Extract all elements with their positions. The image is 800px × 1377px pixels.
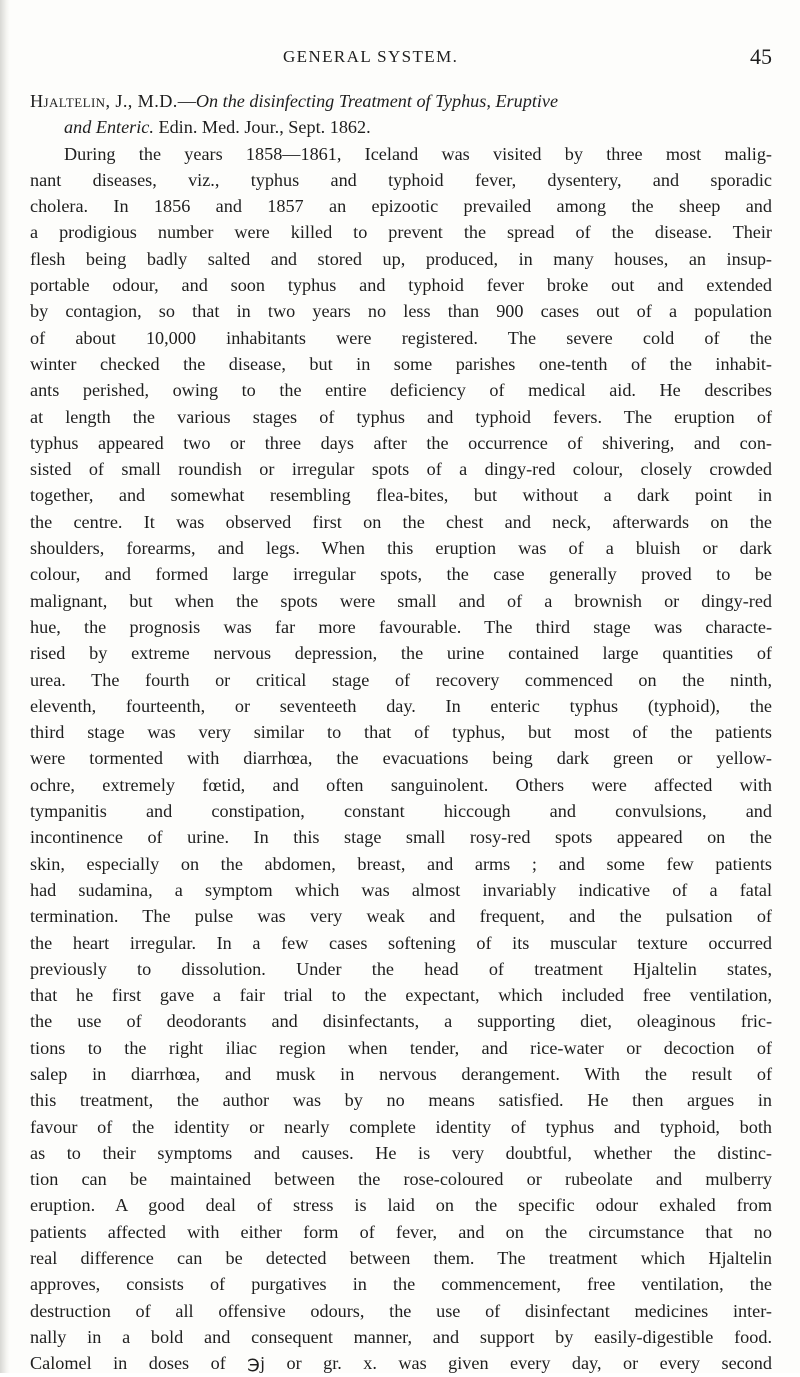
running-head-title: GENERAL SYSTEM. <box>283 47 459 66</box>
abstract-line: cholera. In 1856 and 1857 an epizootic prevailed among the sheep and <box>30 196 772 217</box>
abstract-line: that he first gave a fair trial to the expectant, which included free ventilation, <box>30 985 772 1006</box>
abstract-line: termination. The pulse was very weak and frequent, and the pulsation of <box>30 906 772 927</box>
abstract-line: flesh being badly salted and stored up, produced, in many houses, an insup- <box>30 248 772 269</box>
abstract-line: previously to dissolution. Under the head of treatment Hjaltelin states, <box>30 958 772 979</box>
citation-line-1 <box>30 88 772 114</box>
abstract-line: destruction of all offensive odours, the use of disinfectant medicines inter- <box>30 1300 772 1321</box>
abstract-line: favour of the identity or nearly complete identity of typhus and typhoid, both <box>30 1116 772 1137</box>
abstract-line: During the years 1858—1861, Iceland was visited by three most malig- <box>64 143 772 164</box>
page-binding-edge <box>0 0 10 1373</box>
entry-source: Edin. Med. Jour., Sept. 1862. <box>158 117 371 138</box>
abstract-line: Calomel in doses of ℈j or gr. x. was given every day, or every second <box>30 1353 772 1374</box>
running-head <box>0 44 800 75</box>
abstract-line: salep in diarrhœa, and musk in nervous derangement. With the result of <box>30 1063 772 1084</box>
abstract-line: nally in a bold and consequent manner, and support by easily-digestible food. <box>30 1326 772 1347</box>
abstract-line: the use of deodorants and disinfectants, a supporting diet, oleaginous fric- <box>30 1011 772 1032</box>
citation-line-2 <box>30 114 772 140</box>
abstract-line: together, and somewhat resembling flea-bites, but without a dark point in <box>30 485 772 506</box>
abstract-line: approves, consists of purgatives in the commencement, free ventilation, the <box>30 1274 772 1295</box>
abstract-line: malignant, but when the spots were small and of a brownish or dingy-red <box>30 590 772 611</box>
entry-citation <box>30 88 772 141</box>
abstract-line: sisted of small roundish or irregular spots of a dingy-red colour, closely crowded <box>30 459 772 480</box>
abstract-line: patients affected with either form of fever, and on the circumstance that no <box>30 1221 772 1242</box>
abstract-line: at length the various stages of typhus and typhoid fevers. The eruption of <box>30 406 772 427</box>
abstract-line: portable odour, and soon typhus and typhoid fever broke out and extended <box>30 275 772 296</box>
abstract-line: hue, the prognosis was far more favourable. The third stage was characte- <box>30 616 772 637</box>
bibliography-entry <box>30 88 772 1377</box>
abstract-line: by contagion, so that in two years no less than 900 cases out of a population <box>30 301 772 322</box>
abstract-line: tions to the right iliac region when tender, and rice-water or decoction of <box>30 1037 772 1058</box>
page-number: 45 <box>750 44 772 69</box>
abstract-line: shoulders, forearms, and legs. When this eruption was of a bluish or dark <box>30 538 772 559</box>
abstract-line: urea. The fourth or critical stage of recovery commenced on the ninth, <box>30 669 772 690</box>
entry-author: Hjaltelin, J., M.D. <box>30 91 178 111</box>
abstract-line: this treatment, the author was by no means satisfied. He then argues in <box>30 1090 772 1111</box>
abstract-line: tympanitis and constipation, constant hiccough and convulsions, and <box>30 801 772 822</box>
abstract-line: skin, especially on the abdomen, breast, and arms ; and some few patients <box>30 853 772 874</box>
abstract-line: a prodigious number were killed to prevent the spread of the disease. Their <box>30 222 772 243</box>
entry-title-part1: On the disinfecting Treatment of Typhus, Eruptive <box>195 91 559 111</box>
abstract-line: colour, and formed large irregular spots, the case generally proved to be <box>30 564 772 585</box>
abstract-line: ants perished, owing to the entire deficiency of medical aid. He describes <box>30 380 772 401</box>
abstract-line: eruption. A good deal of stress is laid on the specific odour exhaled from <box>30 1195 772 1216</box>
abstract-line: incontinence of urine. In this stage small rosy-red spots appeared on the <box>30 827 772 848</box>
abstract-line: ochre, extremely fœtid, and often sanguinolent. Others were affected with <box>30 774 772 795</box>
abstract-line: typhus appeared two or three days after the occurrence of shivering, and con- <box>30 432 772 453</box>
abstract-line: were tormented with diarrhœa, the evacuations being dark green or yellow- <box>30 748 772 769</box>
abstract-line: third stage was very similar to that of typhus, but most of the patients <box>30 722 772 743</box>
abstract-line: nant diseases, viz., typhus and typhoid fever, dysentery, and sporadic <box>30 169 772 190</box>
abstract-line: tion can be maintained between the rose-coloured or rubeolate and mulberry <box>30 1169 772 1190</box>
abstract-line: rised by extreme nervous depression, the urine contained large quantities of <box>30 643 772 664</box>
abstract-line: eleventh, fourteenth, or seventeeth day. In enteric typhus (typhoid), the <box>30 695 772 716</box>
entry-title-part2: and Enteric. <box>64 117 154 138</box>
abstract-line: real difference can be detected between them. The treatment which Hjaltelin <box>30 1248 772 1269</box>
entry-abstract <box>30 141 772 1377</box>
abstract-line: as to their symptoms and causes. He is very doubtful, whether the distinc- <box>30 1142 772 1163</box>
abstract-line: had sudamina, a symptom which was almost invariably indicative of a fatal <box>30 879 772 900</box>
abstract-line: of about 10,000 inhabitants were registered. The severe cold of the <box>30 327 772 348</box>
abstract-line: the centre. It was observed first on the chest and neck, afterwards on the <box>30 511 772 532</box>
abstract-line: the heart irregular. In a few cases softening of its muscular texture occurred <box>30 932 772 953</box>
abstract-line: winter checked the disease, but in some parishes one-tenth of the inhabit- <box>30 353 772 374</box>
citation-dash: — <box>177 91 196 111</box>
